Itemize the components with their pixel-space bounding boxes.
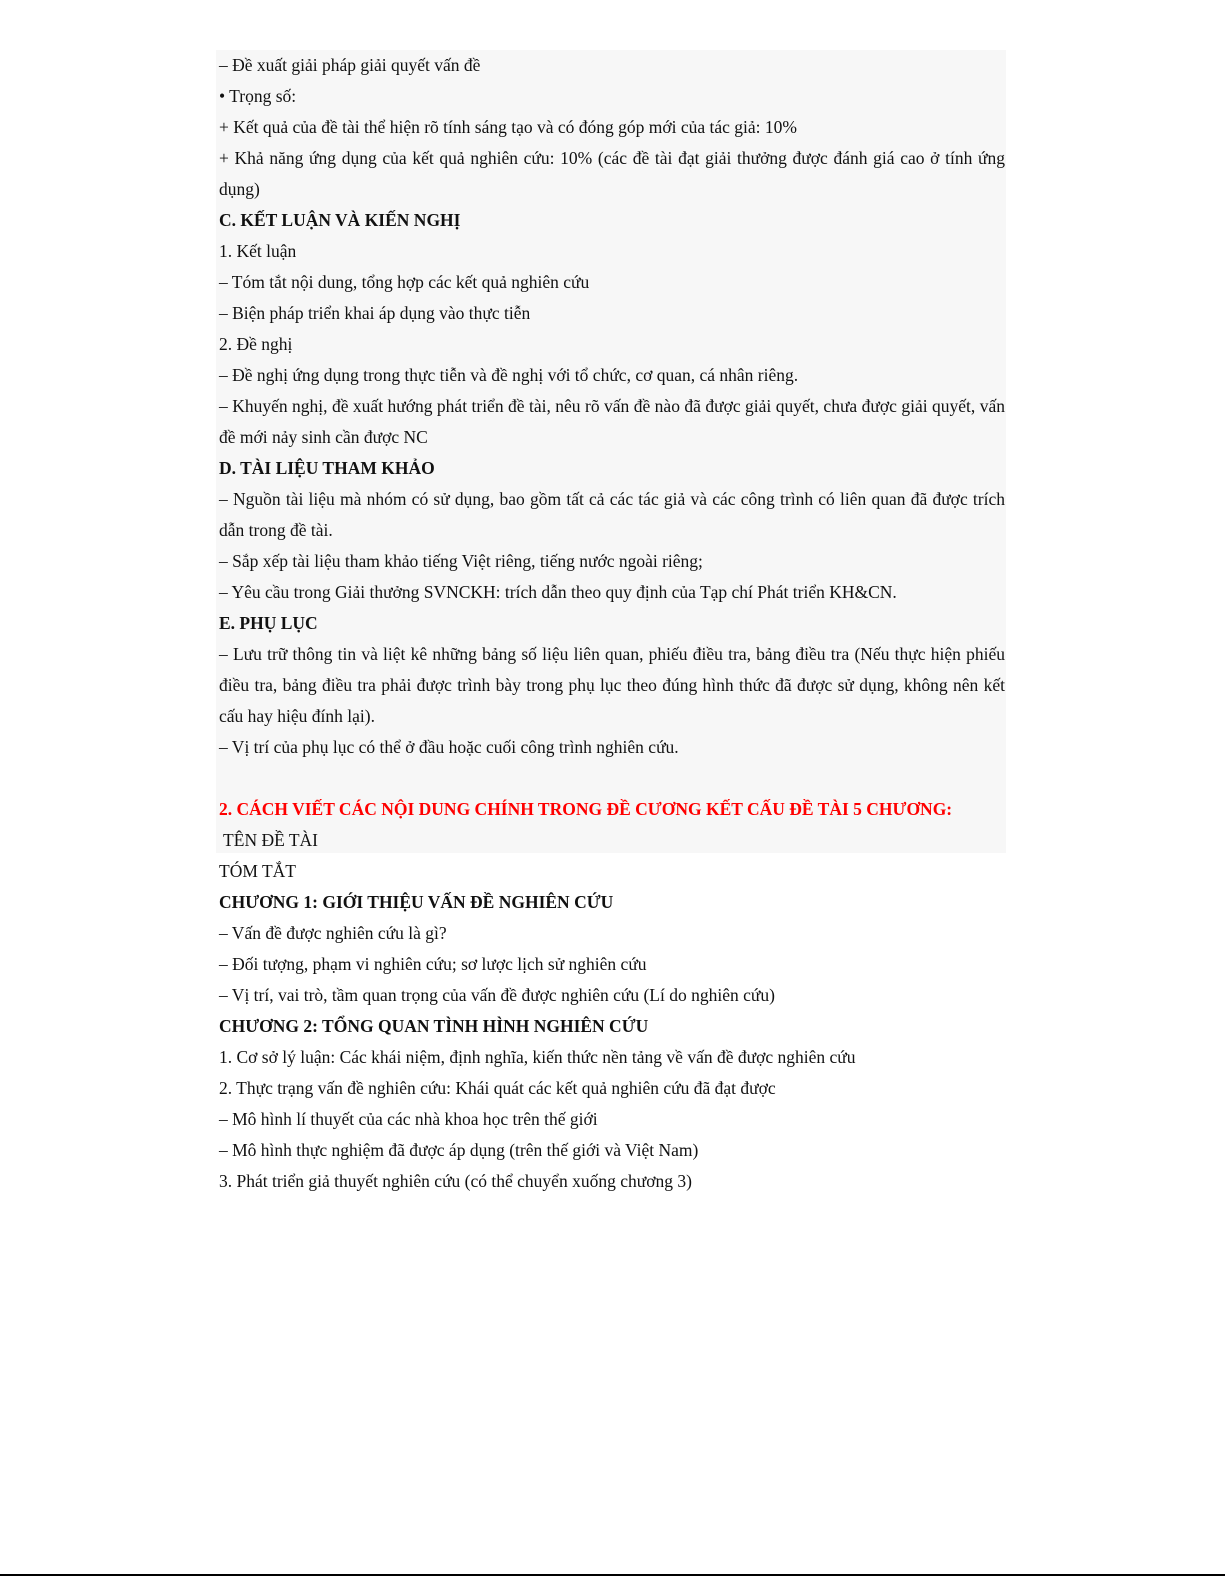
section-heading: D. TÀI LIỆU THAM KHẢO [219, 458, 435, 478]
text-line: 1. Kết luận [219, 241, 297, 261]
text-line: – Vấn đề được nghiên cứu là gì? [219, 923, 447, 943]
chapter-heading: CHƯƠNG 1: GIỚI THIỆU VẤN ĐỀ NGHIÊN CỨU [219, 892, 614, 912]
text-line: – Đề nghị ứng dụng trong thực tiễn và đề nghị với tổ chức, cơ quan, cá nhân riêng. [219, 365, 799, 385]
text-line: • Trọng số: [219, 86, 297, 106]
text-line: TÓM TẮT [219, 861, 296, 881]
text-line: – Khuyến nghị, đề xuất hướng phát triển đề tài, nêu rõ vấn đề nào đã được giải quyết, chưa được giải quyết, vấn đề mới nảy sinh cần được NC [219, 396, 1005, 447]
text-line: – Yêu cầu trong Giải thưởng SVNCKH: trích dẫn theo quy định của Tạp chí Phát triển KH&CN. [219, 582, 897, 602]
text-line: – Vị trí, vai trò, tầm quan trọng của vấn đề được nghiên cứu (Lí do nghiên cứu) [219, 985, 775, 1005]
text-line: – Mô hình thực nghiệm đã được áp dụng (trên thế giới và Việt Nam) [219, 1140, 699, 1160]
text-line: TÊN ĐỀ TÀI [219, 830, 318, 850]
text-line: – Vị trí của phụ lục có thể ở đầu hoặc cuối công trình nghiên cứu. [219, 737, 679, 757]
text-line: – Đối tượng, phạm vi nghiên cứu; sơ lược lịch sử nghiên cứu [219, 954, 647, 974]
text-line: 2. Thực trạng vấn đề nghiên cứu: Khái quát các kết quả nghiên cứu đã đạt được [219, 1078, 776, 1098]
section-heading: E. PHỤ LỤC [219, 613, 318, 633]
text-line: + Khả năng ứng dụng của kết quả nghiên cứu: 10% (các đề tài đạt giải thưởng được đánh giá cao ở tính ứng dụng) [219, 148, 1005, 199]
text-line: – Lưu trữ thông tin và liệt kê những bảng số liệu liên quan, phiếu điều tra, bảng điều tra (Nếu thực hiện phiếu điều tra, bảng điều tra phải được trình bày trong phụ lục theo đúng hình thức đã được sử dụng, không nên kết cấu hay hiệu đính lại). [219, 644, 1005, 726]
text-line: 1. Cơ sở lý luận: Các khái niệm, định nghĩa, kiến thức nền tảng về vấn đề được nghiên cứu [219, 1047, 856, 1067]
text-line: – Biện pháp triển khai áp dụng vào thực tiễn [219, 303, 531, 323]
spacer [219, 763, 1005, 794]
text-line: – Nguồn tài liệu mà nhóm có sử dụng, bao gồm tất cả các tác giả và các công trình có liên quan đã được trích dẫn trong đề tài. [219, 489, 1005, 540]
text-line: – Sắp xếp tài liệu tham khảo tiếng Việt riêng, tiếng nước ngoài riêng; [219, 551, 703, 571]
text-line: 3. Phát triển giả thuyết nghiên cứu (có thể chuyển xuống chương 3) [219, 1171, 692, 1191]
chapter-heading: CHƯƠNG 2: TỔNG QUAN TÌNH HÌNH NGHIÊN CỨU [219, 1016, 649, 1036]
text-line: – Tóm tắt nội dung, tổng hợp các kết quả nghiên cứu [219, 272, 590, 292]
section-heading: C. KẾT LUẬN VÀ KIẾN NGHỊ [219, 210, 461, 230]
text-line: 2. Đề nghị [219, 334, 293, 354]
text-line: – Đề xuất giải pháp giải quyết vấn đề [219, 55, 481, 75]
text-line: – Mô hình lí thuyết của các nhà khoa học trên thế giới [219, 1109, 598, 1129]
main-section-heading: 2. CÁCH VIẾT CÁC NỘI DUNG CHÍNH TRONG ĐỀ CƯƠNG KẾT CẤU ĐỀ TÀI 5 CHƯƠNG: [219, 799, 953, 819]
page-bottom-border [0, 1574, 1225, 1576]
text-line: + Kết quả của đề tài thể hiện rõ tính sáng tạo và có đóng góp mới của tác giả: 10% [219, 117, 797, 137]
document-body [219, 50, 1005, 1197]
